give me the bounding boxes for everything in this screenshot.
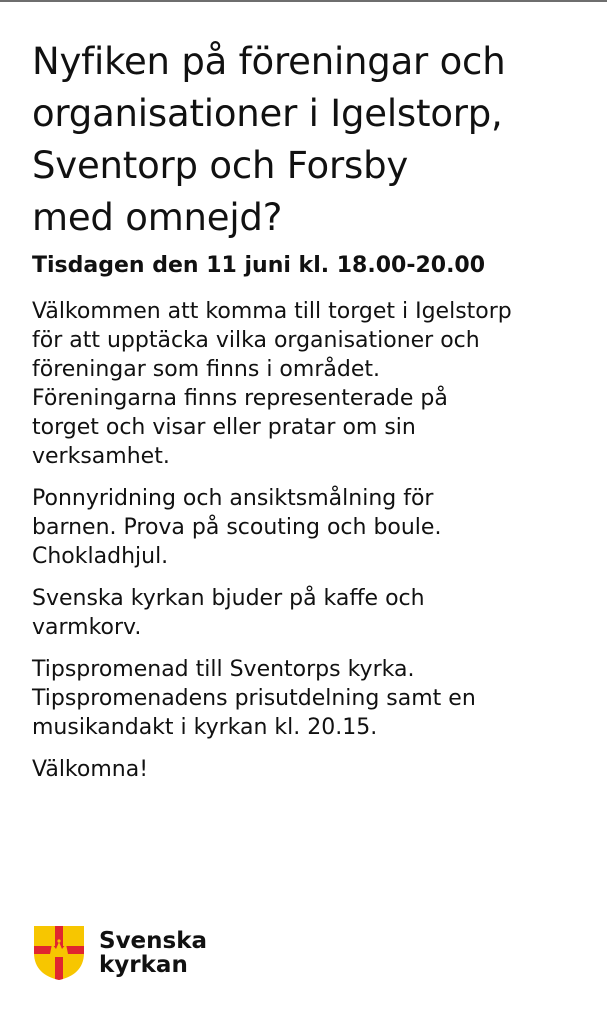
event-date: Tisdagen den 11 juni kl. 18.00-20.00: [32, 253, 486, 278]
paragraph-line: Välkommen att komma till torget i Igelstorp: [32, 299, 512, 324]
paragraph-line: Chokladhjul.: [32, 544, 169, 569]
church-shield-icon: [33, 925, 85, 981]
paragraph-line: Föreningarna finns representerade på: [32, 386, 448, 411]
title-line: Sventorp och Forsby: [32, 144, 409, 187]
paragraph-activities: [32, 484, 577, 571]
paragraph-line: Välkomna!: [32, 757, 149, 782]
top-border: [0, 0, 607, 2]
paragraph-line: Tipspromenadens prisutdelning samt en: [32, 686, 476, 711]
title-line: organisationer i Igelstorp,: [32, 92, 503, 135]
title-line: med omnejd?: [32, 196, 283, 239]
svenska-kyrkan-logo: [33, 925, 207, 981]
paragraph-line: Tipspromenad till Sventorps kyrka.: [32, 657, 415, 682]
paragraph-welcome: [32, 297, 577, 471]
paragraph-line: föreningar som finns i området.: [32, 357, 380, 382]
paragraph-line: för att upptäcka vilka organisationer och: [32, 328, 480, 353]
paragraph-line: varmkorv.: [32, 615, 142, 640]
paragraph-line: Ponnyridning och ansiktsmålning för: [32, 486, 434, 511]
paragraph-closing: [32, 755, 577, 784]
page-title: [32, 36, 577, 244]
paragraph-refreshments: [32, 584, 577, 642]
logo-line-1: Svenska: [99, 928, 208, 954]
paragraph-line: Svenska kyrkan bjuder på kaffe och: [32, 586, 425, 611]
paragraph-line: barnen. Prova på scouting och boule.: [32, 515, 442, 540]
paragraph-line: verksamhet.: [32, 444, 170, 469]
logo-line-2: kyrkan: [99, 952, 188, 978]
paragraph-line: torget och visar eller pratar om sin: [32, 415, 416, 440]
paragraph-line: musikandakt i kyrkan kl. 20.15.: [32, 715, 378, 740]
title-line: Nyfiken på föreningar och: [32, 40, 506, 83]
notice-document: [32, 36, 577, 784]
paragraph-quiz-walk: [32, 655, 577, 742]
logo-wordmark: [99, 929, 207, 977]
